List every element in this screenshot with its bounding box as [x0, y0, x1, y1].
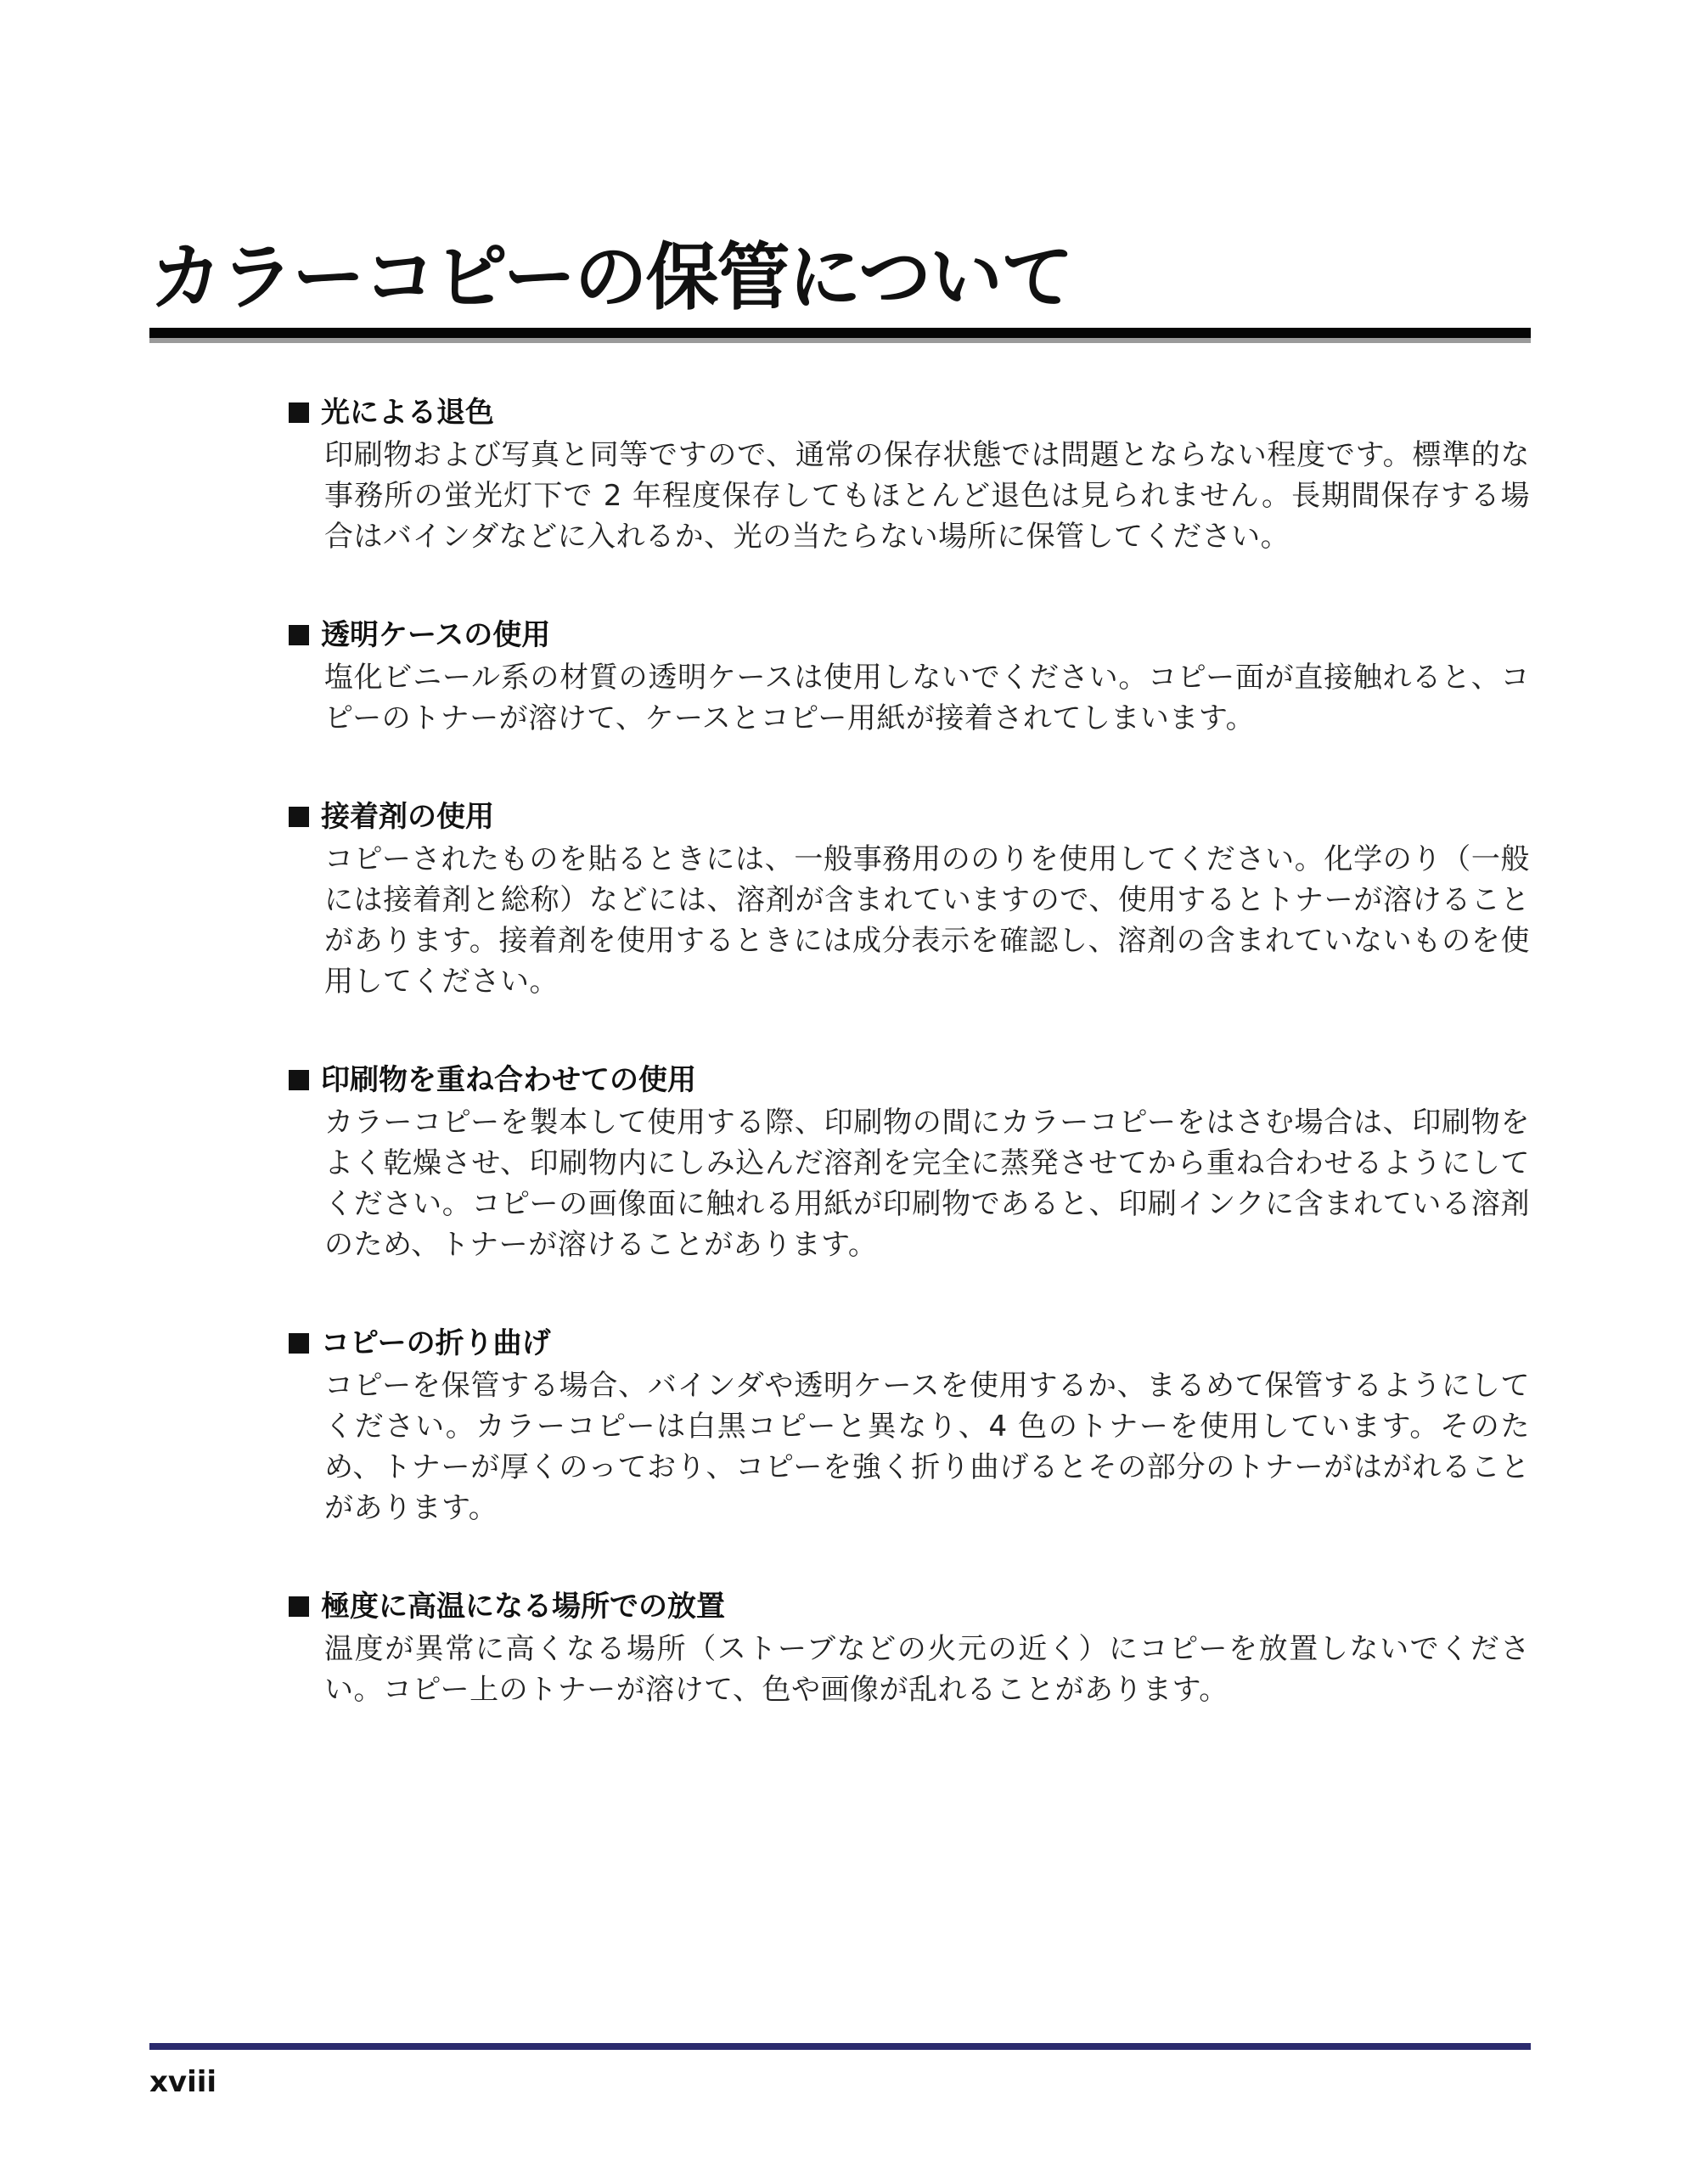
section-body: 温度が異常に高くなる場所（ストーブなどの火元の近く）にコピーを放置しないでください。コピー上のトナーが溶けて、色や画像が乱れることがあります。 — [324, 1632, 1530, 1707]
section-folding — [289, 1323, 1530, 1528]
title-underline — [149, 328, 1531, 343]
square-bullet-icon — [289, 1333, 309, 1354]
section-clear-case — [289, 615, 1530, 739]
section-heading-text: 極度に高温になる場所での放置 — [321, 1590, 725, 1624]
square-bullet-icon — [289, 1070, 309, 1090]
section-light-fading — [289, 392, 1530, 557]
section-heading-text: 光による退色 — [321, 396, 494, 430]
footer-rule — [149, 2043, 1531, 2050]
section-body: コピーを保管する場合、バインダや透明ケースを使用するか、まるめて保管するようにしてください。カラーコピーは白黒コピーと異なり、4 色のトナーを使用しています。そのため、トナーが厚くのっており、コピーを強く折り曲げるとその部分のトナーがはがれることがあります。 — [324, 1369, 1530, 1525]
section-heading — [289, 392, 1530, 433]
square-bullet-icon — [289, 625, 309, 645]
section-list — [289, 392, 1530, 1768]
square-bullet-icon — [289, 402, 309, 423]
title-underline-dark — [149, 328, 1531, 338]
page-number: xviii — [149, 2065, 217, 2099]
section-heading — [289, 796, 1530, 837]
section-heading-text: 透明ケースの使用 — [321, 618, 551, 652]
section-stacking-prints — [289, 1060, 1530, 1265]
section-high-temperature — [289, 1586, 1530, 1710]
section-heading-text: 印刷物を重ね合わせての使用 — [321, 1063, 696, 1097]
title-underline-gray — [149, 338, 1531, 343]
section-heading — [289, 1323, 1530, 1364]
square-bullet-icon — [289, 807, 309, 827]
page-title: カラーコピーの保管について — [149, 235, 1072, 320]
section-heading-text: コピーの折り曲げ — [321, 1326, 551, 1360]
section-heading — [289, 615, 1530, 656]
section-body: 印刷物および写真と同等ですので、通常の保存状態では問題とならない程度です。標準的な事務所の蛍光灯下で 2 年程度保存してもほとんど退色は見られません。長期間保存する場合はバインダなどに入れるか、光の当たらない場所に保管してください。 — [324, 438, 1530, 554]
section-heading-text: 接着剤の使用 — [321, 800, 494, 834]
section-body: カラーコピーを製本して使用する際、印刷物の間にカラーコピーをはさむ場合は、印刷物をよく乾燥させ、印刷物内にしみ込んだ溶剤を完全に蒸発させてから重ね合わせるようにしてください。コピーの画像面に触れる用紙が印刷物であると、印刷インクに含まれている溶剤のため、トナーが溶けることがあります。 — [324, 1106, 1530, 1262]
section-body: 塩化ビニール系の材質の透明ケースは使用しないでください。コピー面が直接触れると、コピーのトナーが溶けて、ケースとコピー用紙が接着されてしまいます。 — [324, 661, 1530, 735]
section-body: コピーされたものを貼るときには、一般事務用ののりを使用してください。化学のり（一般には接着剤と総称）などには、溶剤が含まれていますので、使用するとトナーが溶けることがあります。接着剤を使用するときには成分表示を確認し、溶剤の含まれていないものを使用してください。 — [324, 842, 1530, 999]
section-heading — [289, 1586, 1530, 1627]
section-heading — [289, 1060, 1530, 1100]
section-adhesive — [289, 796, 1530, 1002]
square-bullet-icon — [289, 1596, 309, 1617]
